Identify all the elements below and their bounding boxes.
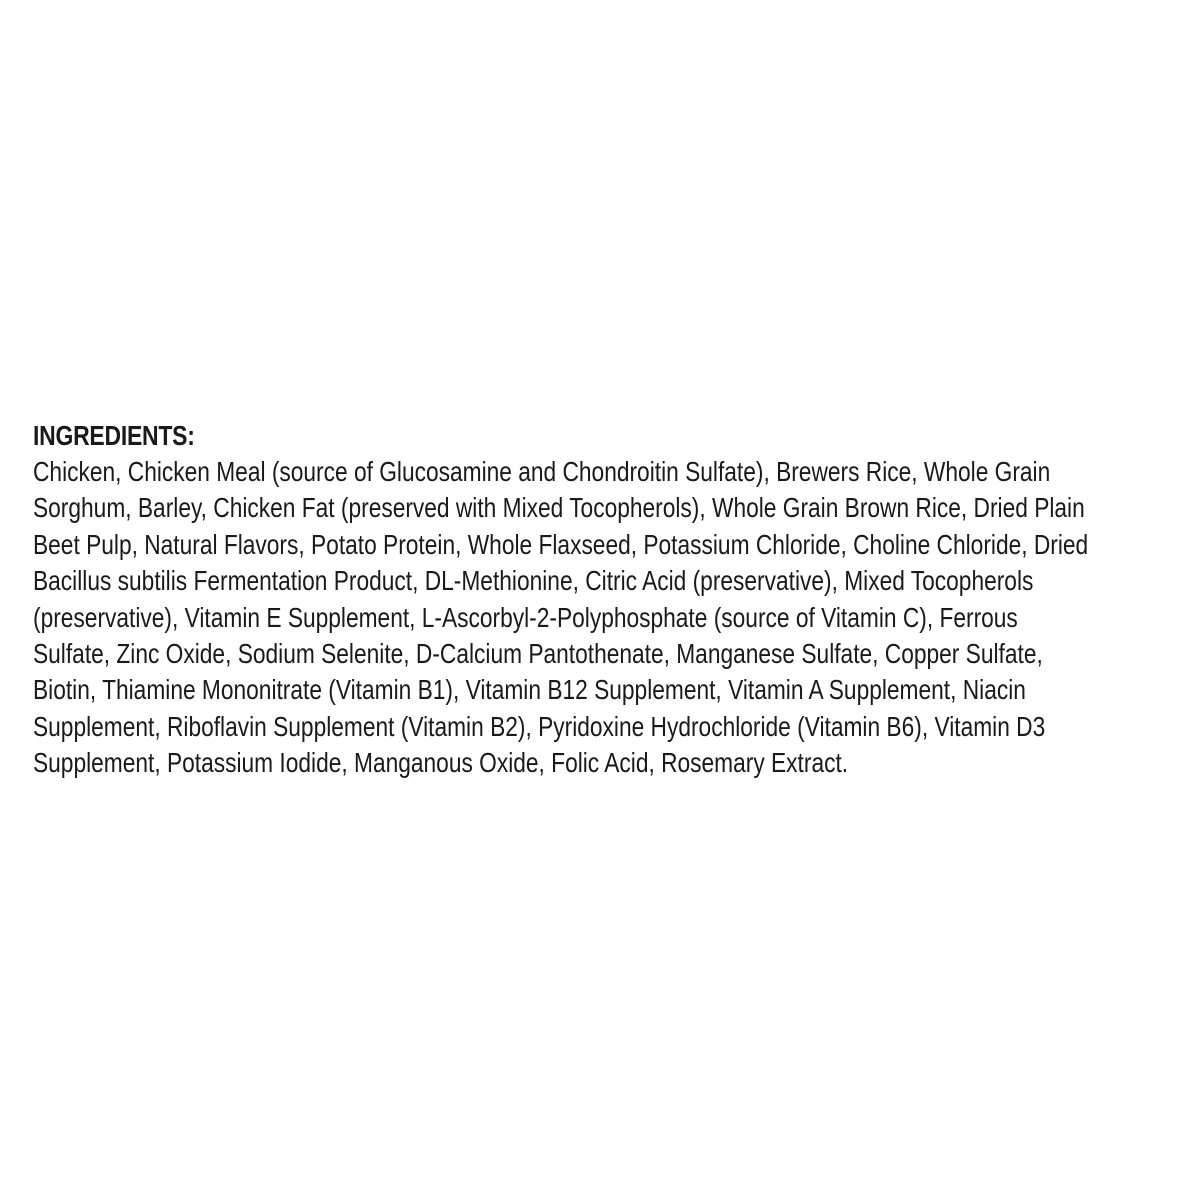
ingredients-line: Biotin, Thiamine Mononitrate (Vitamin B1), Vitamin B12 Supplement, Vitamin A Supplement, Niacin — [33, 674, 1026, 706]
ingredients-line: Supplement, Potassium Iodide, Manganous Oxide, Folic Acid, Rosemary Extract. — [33, 747, 849, 779]
ingredients-line: Chicken, Chicken Meal (source of Glucosamine and Chondroitin Sulfate), Brewers Rice, Whole Grain — [33, 456, 1051, 487]
ingredients-line: Sorghum, Barley, Chicken Fat (preserved with Mixed Tocopherols), Whole Grain Brown Rice, Dried Plain — [33, 492, 1085, 524]
ingredients-list — [33, 454, 1170, 782]
ingredients-line: Bacillus subtilis Fermentation Product, DL-Methionine, Citric Acid (preservative), Mixed Tocopherols — [33, 565, 1034, 597]
ingredients-line: Sulfate, Zinc Oxide, Sodium Selenite, D-Calcium Pantothenate, Manganese Sulfate, Copper Sulfate, — [33, 638, 1043, 670]
ingredients-line: (preservative), Vitamin E Supplement, L-Ascorbyl-2-Polyphosphate (source of Vitamin C), Ferrous — [33, 601, 1018, 633]
ingredients-heading: INGREDIENTS: — [33, 420, 195, 451]
ingredients-line: Beet Pulp, Natural Flavors, Potato Protein, Whole Flaxseed, Potassium Chloride, Choline Chloride, Dried — [33, 528, 1089, 560]
ingredients-line: Supplement, Riboflavin Supplement (Vitamin B2), Pyridoxine Hydrochloride (Vitamin B6), Vitamin D3 — [33, 710, 1046, 742]
